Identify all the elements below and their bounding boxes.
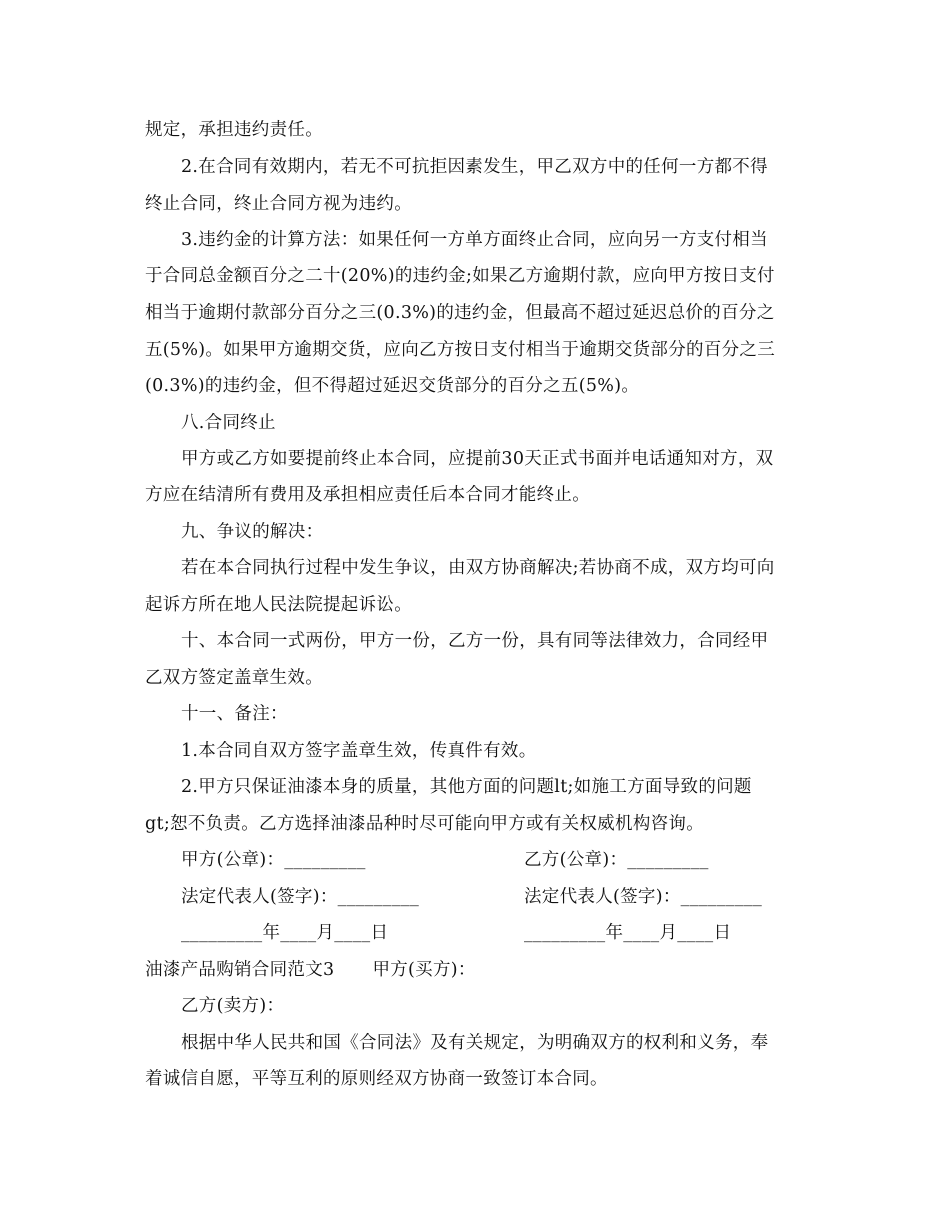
paragraph-line: 方应在结清所有费用及承担相应责任后本合同才能终止。: [145, 485, 590, 505]
section-heading: 九、争议的解决：: [181, 522, 324, 542]
paragraph-line: 根据中华人民共和国《合同法》及有关规定，为明确双方的权利和义务，奉: [181, 1033, 769, 1053]
paragraph-line: 于合同总金额百分之二十(20%)的违约金;如果乙方逾期付款，应向甲方按日支付: [145, 266, 775, 286]
party-a-rep-field: 法定代表人(签字)：_________: [181, 887, 420, 907]
party-a-date-field: _________年____月____日: [181, 923, 389, 943]
paragraph-line: 乙双方签定盖章生效。: [145, 668, 323, 688]
paragraph-line: 2.甲方只保证油漆本身的质量，其他方面的问题lt;如施工方面导致的问题: [181, 777, 752, 797]
party-a-seal-field: 甲方(公章)：_________: [181, 850, 366, 870]
paragraph-line: 2.在合同有效期内，若无不可抗拒因素发生，甲乙双方中的任何一方都不得: [181, 157, 768, 177]
paragraph-line: 相当于逾期付款部分百分之三(0.3%)的违约金，但最高不超过延迟总价的百分之: [145, 303, 775, 323]
section3-title: 油漆产品购销合同范文3: [145, 960, 335, 980]
paragraph-line: 3.违约金的计算方法：如果任何一方单方面终止合同，应向另一方支付相当: [181, 230, 768, 250]
party-b-seal-field: 乙方(公章)：_________: [524, 850, 709, 870]
section3-buyer-label: 甲方(买方)：: [372, 960, 476, 980]
paragraph-line: 着诚信自愿，平等互利的原则经双方协商一致签订本合同。: [145, 1069, 608, 1089]
paragraph-line: (0.3%)的违约金，但不得超过延迟交货部分的百分之五(5%)。: [145, 376, 640, 396]
paragraph-line: 甲方或乙方如要提前终止本合同，应提前30天正式书面并电话通知对方，双: [181, 449, 774, 469]
paragraph-line: 1.本合同自双方签字盖章生效，传真件有效。: [181, 741, 537, 761]
paragraph-line: 终止合同，终止合同方视为违约。: [145, 194, 412, 214]
section-heading: 八.合同终止: [181, 413, 276, 433]
paragraph-line: 十、本合同一式两份，甲方一份，乙方一份，具有同等法律效力，合同经甲: [181, 631, 769, 651]
paragraph-line: 起诉方所在地人民法院提起诉讼。: [145, 595, 412, 615]
party-b-rep-field: 法定代表人(签字)：_________: [524, 887, 763, 907]
section3-seller-label: 乙方(卖方)：: [181, 996, 285, 1016]
paragraph-line: 若在本合同执行过程中发生争议，由双方协商解决;若协商不成，双方均可向: [181, 558, 775, 578]
party-b-date-field: _________年____月____日: [524, 923, 732, 943]
section3-heading-line: [145, 958, 810, 982]
paragraph-line: 规定，承担违约责任。: [145, 120, 323, 140]
paragraph-line: 五(5%)。如果甲方逾期交货，应向乙方按日支付相当于逾期交货部分的百分之三: [145, 340, 776, 360]
section-heading: 十一、备注：: [181, 704, 288, 724]
paragraph-line: gt;恕不负责。乙方选择油漆品种时尽可能向甲方或有关权威机构咨询。: [145, 814, 705, 834]
